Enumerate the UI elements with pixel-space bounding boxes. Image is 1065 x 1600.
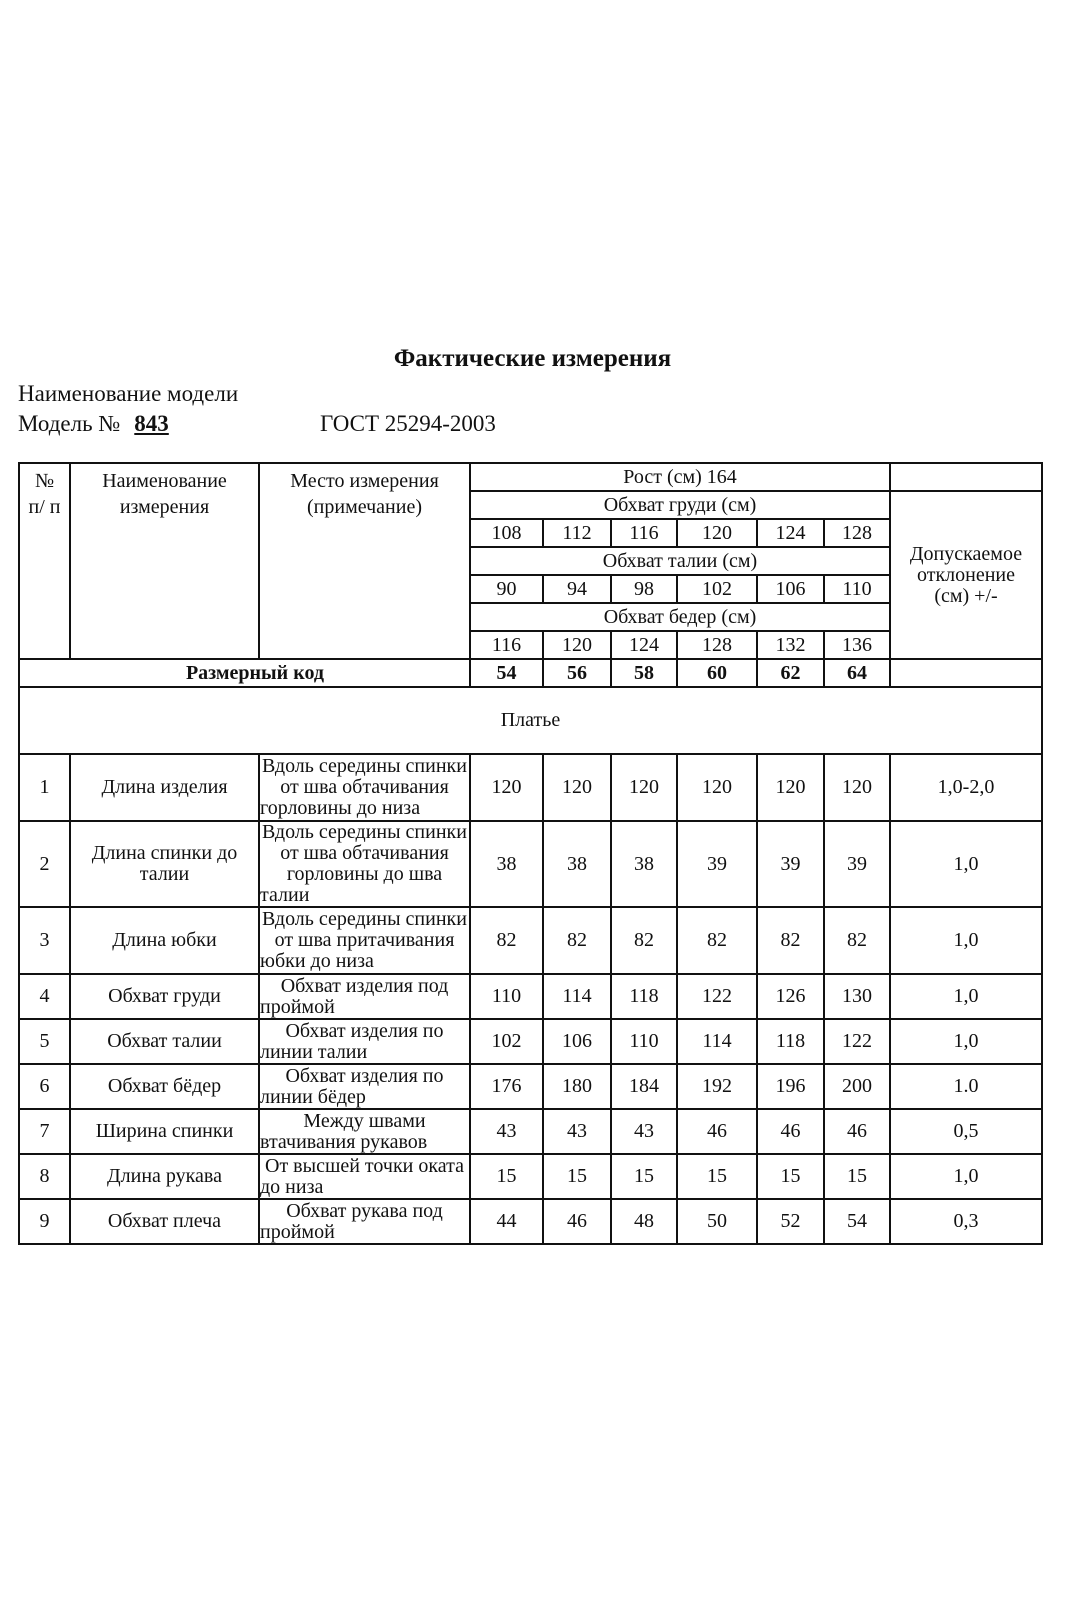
measurement-value: 43: [543, 1109, 611, 1154]
hips-value: 120: [543, 631, 611, 659]
table-row: [19, 1064, 1042, 1109]
measurement-note: Обхват рукава под проймой: [259, 1199, 470, 1244]
hips-value: 124: [611, 631, 677, 659]
measurement-name: Ширина спинки: [70, 1109, 259, 1154]
measurement-value: 39: [824, 821, 890, 907]
size-code: 54: [470, 659, 543, 687]
row-number: 2: [19, 821, 70, 907]
measurement-value: 118: [757, 1019, 824, 1064]
measurement-value: 43: [470, 1109, 543, 1154]
tolerance-value: 0,5: [890, 1109, 1042, 1154]
model-number-line: [18, 411, 496, 437]
measurement-value: 50: [677, 1199, 757, 1244]
model-number-label: Модель №: [18, 411, 121, 436]
measurement-value: 192: [677, 1064, 757, 1109]
measurement-value: 82: [757, 907, 824, 974]
measurement-value: 106: [543, 1019, 611, 1064]
chest-value: 128: [824, 519, 890, 547]
measurement-value: 15: [611, 1154, 677, 1199]
row-number: 3: [19, 907, 70, 974]
chest-value: 120: [677, 519, 757, 547]
table-row: [19, 1199, 1042, 1244]
tolerance-value: 1,0: [890, 821, 1042, 907]
measurement-value: 38: [543, 821, 611, 907]
hips-value: 116: [470, 631, 543, 659]
section-title: Платье: [19, 687, 1042, 754]
measurement-name: Длина юбки: [70, 907, 259, 974]
chest-value: 116: [611, 519, 677, 547]
hips-value: 136: [824, 631, 890, 659]
header-height: Рост (см) 164: [470, 463, 890, 491]
measurement-name: Длина рукава: [70, 1154, 259, 1199]
measurement-value: 82: [470, 907, 543, 974]
row-number: 6: [19, 1064, 70, 1109]
table-row: [19, 821, 1042, 907]
header-waist: Обхват талии (см): [470, 547, 890, 575]
measurement-value: 196: [757, 1064, 824, 1109]
size-code-label: Размерный код: [19, 659, 470, 687]
table-row: [19, 1109, 1042, 1154]
model-name-label: Наименование модели: [18, 381, 239, 406]
gost-standard: ГОСТ 25294-2003: [320, 411, 496, 436]
header-num: № п/ п: [19, 463, 70, 659]
measurement-value: 82: [611, 907, 677, 974]
measurement-name: Обхват талии: [70, 1019, 259, 1064]
chest-value: 112: [543, 519, 611, 547]
row-number: 5: [19, 1019, 70, 1064]
measurement-value: 38: [470, 821, 543, 907]
measurement-name: Обхват груди: [70, 974, 259, 1019]
header-place: Место измерения (примечание): [259, 463, 470, 659]
size-code: 56: [543, 659, 611, 687]
measurement-value: 102: [470, 1019, 543, 1064]
measurement-value: 82: [824, 907, 890, 974]
row-number: 8: [19, 1154, 70, 1199]
measurement-value: 120: [824, 754, 890, 821]
measurement-note: Вдоль середины спинки от шва обтачивания горловины до шва талии: [259, 821, 470, 907]
tolerance-value: 0,3: [890, 1199, 1042, 1244]
measurement-note: Вдоль середины спинки от шва обтачивания горловины до низа: [259, 754, 470, 821]
waist-value: 98: [611, 575, 677, 603]
measurement-value: 114: [677, 1019, 757, 1064]
waist-value: 110: [824, 575, 890, 603]
measurement-value: 39: [677, 821, 757, 907]
table-row: [19, 1154, 1042, 1199]
measurement-value: 52: [757, 1199, 824, 1244]
measurement-value: 110: [470, 974, 543, 1019]
measurement-value: 176: [470, 1064, 543, 1109]
header-tolerance: Допускаемое отклонение (см) +/-: [890, 491, 1042, 659]
measurement-value: 120: [757, 754, 824, 821]
hips-value: 128: [677, 631, 757, 659]
size-code: 58: [611, 659, 677, 687]
measurement-value: 130: [824, 974, 890, 1019]
size-code: 64: [824, 659, 890, 687]
measurement-value: 15: [677, 1154, 757, 1199]
measurement-value: 122: [677, 974, 757, 1019]
header-blank: [890, 463, 1042, 491]
measurement-note: Между швами втачивания рукавов: [259, 1109, 470, 1154]
tolerance-value: 1.0: [890, 1064, 1042, 1109]
chest-value: 124: [757, 519, 824, 547]
size-code-blank: [890, 659, 1042, 687]
header-hips: Обхват бедер (см): [470, 603, 890, 631]
model-number: 843: [134, 411, 169, 436]
measurement-note: Обхват изделия по линии бёдер: [259, 1064, 470, 1109]
hips-value: 132: [757, 631, 824, 659]
row-number: 4: [19, 974, 70, 1019]
measurement-value: 120: [611, 754, 677, 821]
measurement-value: 43: [611, 1109, 677, 1154]
measurements-table: [18, 462, 1043, 1245]
measurement-value: 180: [543, 1064, 611, 1109]
document-title: Фактические измерения: [393, 345, 672, 372]
tolerance-value: 1,0-2,0: [890, 754, 1042, 821]
measurement-note: От высшей точки оката до низа: [259, 1154, 470, 1199]
tolerance-value: 1,0: [890, 1019, 1042, 1064]
measurement-note: Обхват изделия по линии талии: [259, 1019, 470, 1064]
measurement-value: 122: [824, 1019, 890, 1064]
measurement-value: 15: [757, 1154, 824, 1199]
waist-value: 102: [677, 575, 757, 603]
measurement-value: 39: [757, 821, 824, 907]
waist-value: 90: [470, 575, 543, 603]
size-code: 62: [757, 659, 824, 687]
tolerance-value: 1,0: [890, 1154, 1042, 1199]
table-row: [19, 1019, 1042, 1064]
measurement-value: 184: [611, 1064, 677, 1109]
measurement-value: 44: [470, 1199, 543, 1244]
row-number: 7: [19, 1109, 70, 1154]
measurement-value: 54: [824, 1199, 890, 1244]
tolerance-value: 1,0: [890, 907, 1042, 974]
chest-value: 108: [470, 519, 543, 547]
measurement-name: Обхват бёдер: [70, 1064, 259, 1109]
measurement-name: Длина спинки до талии: [70, 821, 259, 907]
measurement-value: 46: [543, 1199, 611, 1244]
measurement-value: 15: [824, 1154, 890, 1199]
table-row: [19, 974, 1042, 1019]
tolerance-value: 1,0: [890, 974, 1042, 1019]
measurement-value: 15: [543, 1154, 611, 1199]
table-row: [19, 907, 1042, 974]
waist-value: 106: [757, 575, 824, 603]
measurement-value: 114: [543, 974, 611, 1019]
measurement-value: 38: [611, 821, 677, 907]
size-code-row: [19, 659, 1042, 687]
measurement-value: 200: [824, 1064, 890, 1109]
measurement-name: Длина изделия: [70, 754, 259, 821]
measurement-value: 120: [543, 754, 611, 821]
measurement-value: 120: [470, 754, 543, 821]
measurement-value: 46: [824, 1109, 890, 1154]
measurement-name: Обхват плеча: [70, 1199, 259, 1244]
size-code: 60: [677, 659, 757, 687]
row-number: 9: [19, 1199, 70, 1244]
measurement-value: 46: [757, 1109, 824, 1154]
measurement-value: 120: [677, 754, 757, 821]
waist-value: 94: [543, 575, 611, 603]
measurement-value: 82: [543, 907, 611, 974]
table-row: [19, 754, 1042, 821]
header-chest: Обхват груди (см): [470, 491, 890, 519]
measurement-value: 15: [470, 1154, 543, 1199]
measurement-value: 46: [677, 1109, 757, 1154]
measurement-value: 82: [677, 907, 757, 974]
measurement-note: Вдоль середины спинки от шва притачивания юбки до низа: [259, 907, 470, 974]
measurement-value: 48: [611, 1199, 677, 1244]
row-number: 1: [19, 754, 70, 821]
measurement-value: 110: [611, 1019, 677, 1064]
measurement-note: Обхват изделия под проймой: [259, 974, 470, 1019]
header-name: Наименование измерения: [70, 463, 259, 659]
measurement-value: 118: [611, 974, 677, 1019]
measurement-value: 126: [757, 974, 824, 1019]
measurement-rows: [19, 754, 1042, 1244]
